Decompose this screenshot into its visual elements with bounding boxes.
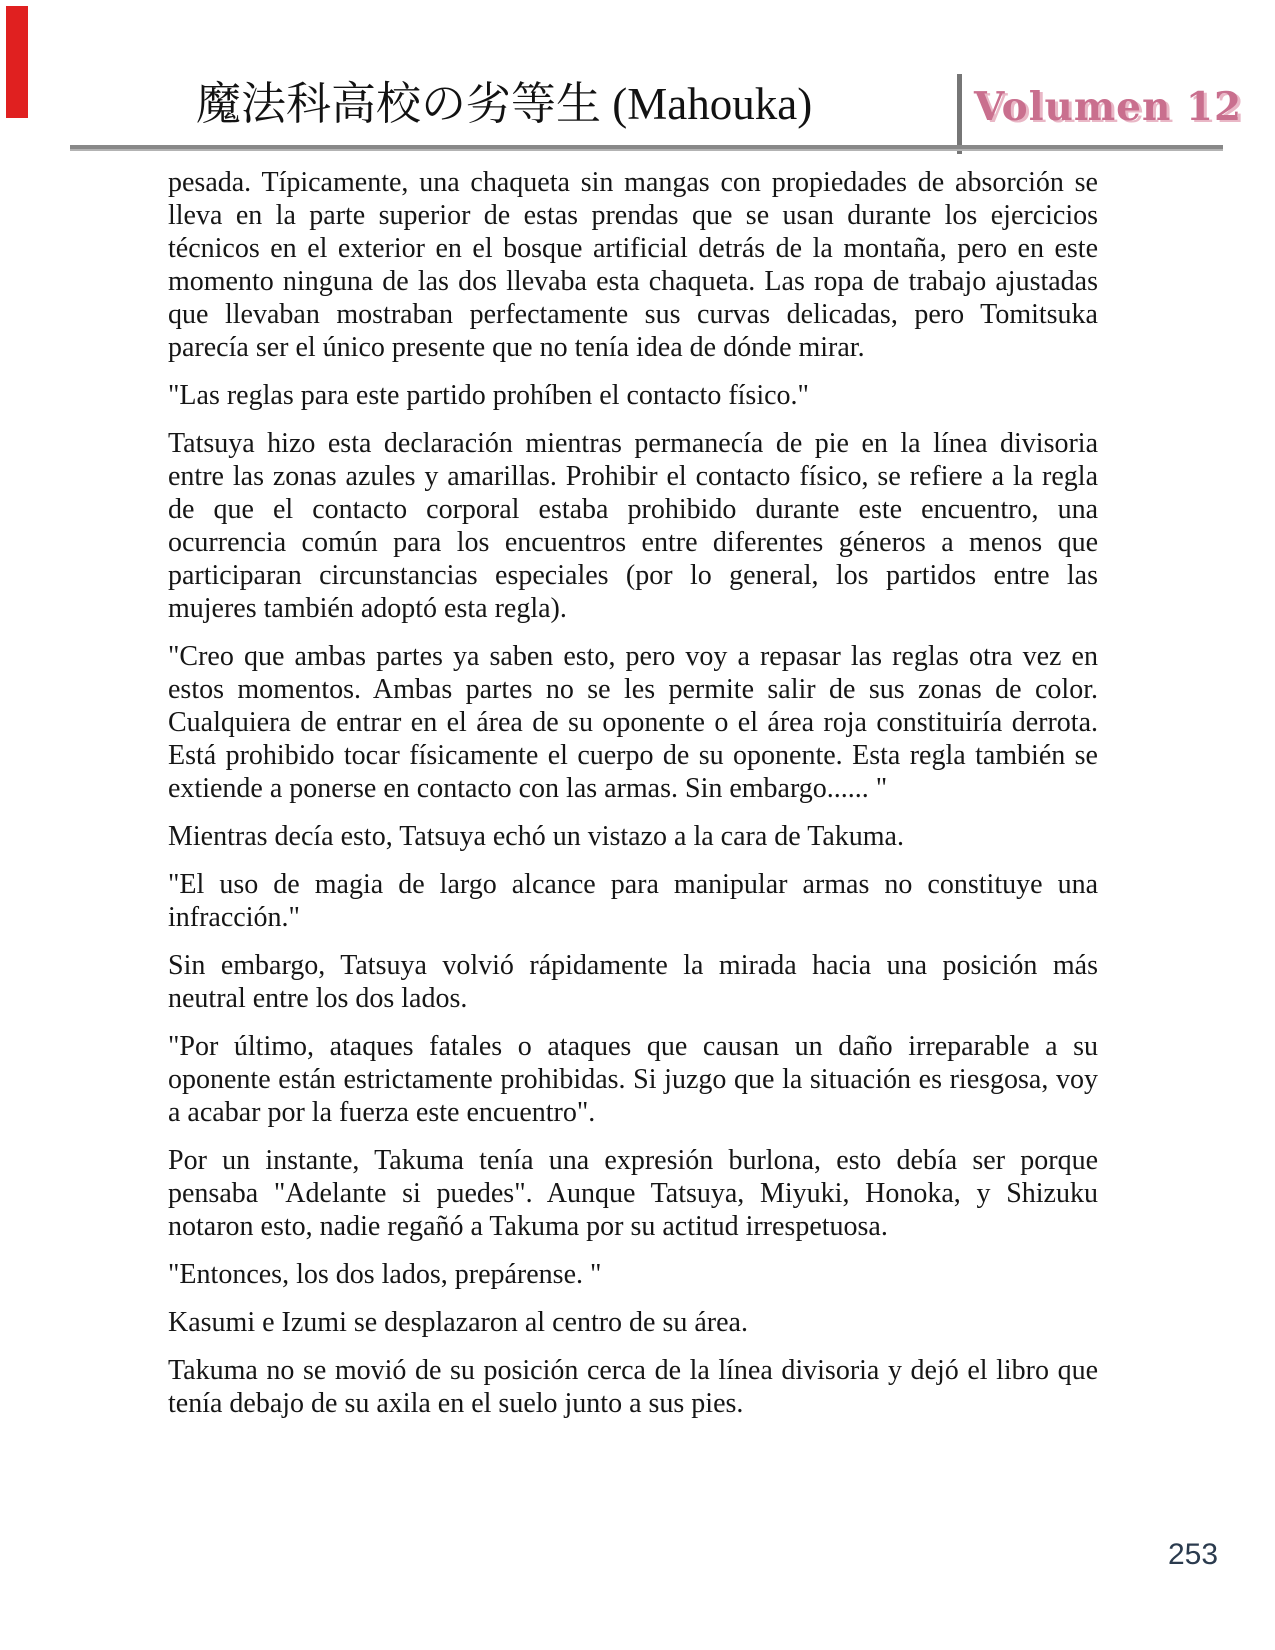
body-paragraph: Tatsuya hizo esta declaración mientras permanecía de pie en la línea divisoria entre las zonas azules y amarillas. Prohibir el contacto físico, se refiere a la regla de que el contacto corporal estaba prohibido durante este encuentro, una ocurrencia común para los encuentros entre diferentes géneros a menos que participaran circunstancias especiales (por lo general, los partidos entre las mujeres también adoptó esta regla). (168, 428, 1098, 624)
page-number: 253 (1168, 1538, 1219, 1571)
body-paragraph: "Las reglas para este partido prohíben el contacto físico." (168, 380, 809, 411)
body-paragraph: Por un instante, Takuma tenía una expresión burlona, esto debía ser porque pensaba "Adelante si puedes". Aunque Tatsuya, Miyuki, Honoka, y Shizuku notaron esto, nadie regañó a Takuma por su actitud irrespetuosa. (168, 1145, 1098, 1242)
page-title: 魔法科高校の劣等生 (Mahouka) (196, 79, 813, 129)
body-text (168, 166, 1098, 1435)
volume-label: Volumen 12 (974, 84, 1243, 130)
body-paragraph: Sin embargo, Tatsuya volvió rápidamente la mirada hacia una posición más neutral entre los dos lados. (168, 950, 1098, 1014)
body-paragraph: "El uso de magia de largo alcance para manipular armas no constituye una infracción." (168, 869, 1098, 933)
body-paragraph: Kasumi e Izumi se desplazaron al centro de su área. (168, 1307, 748, 1338)
header-horizontal-rule (70, 145, 1223, 151)
body-paragraph: Takuma no se movió de su posición cerca de la línea divisoria y dejó el libro que tenía debajo de su axila en el suelo junto a sus pies. (168, 1355, 1098, 1419)
body-paragraph: "Creo que ambas partes ya saben esto, pero voy a repasar las reglas otra vez en estos momentos. Ambas partes no se les permite salir de sus zonas de color. Cualquiera de entrar en el área de su oponente o el área roja constituiría derrota. Está prohibido tocar físicamente el cuerpo de su oponente. Esta regla también se extiende a ponerse en contacto con las armas. Sin embargo...... " (168, 641, 1098, 804)
body-paragraph: "Entonces, los dos lados, prepárense. " (168, 1259, 602, 1290)
header-vertical-divider (957, 74, 962, 154)
body-paragraph: "Por último, ataques fatales o ataques que causan un daño irreparable a su oponente están estrictamente prohibidas. Si juzgo que la situación es riesgosa, voy a acabar por la fuerza este encuentro". (168, 1031, 1098, 1128)
body-paragraph: Mientras decía esto, Tatsuya echó un vistazo a la cara de Takuma. (168, 821, 904, 852)
body-paragraph: pesada. Típicamente, una chaqueta sin mangas con propiedades de absorción se lleva en la parte superior de estas prendas que se usan durante los ejercicios técnicos en el exterior en el bosque artificial detrás de la montaña, pero en este momento ninguna de las dos llevaba esta chaqueta. Las ropa de trabajo ajustadas que llevaban mostraban perfectamente sus curvas delicadas, pero Tomitsuka parecía ser el único presente que no tenía idea de dónde mirar. (168, 167, 1098, 363)
red-margin-mark (6, 6, 28, 118)
